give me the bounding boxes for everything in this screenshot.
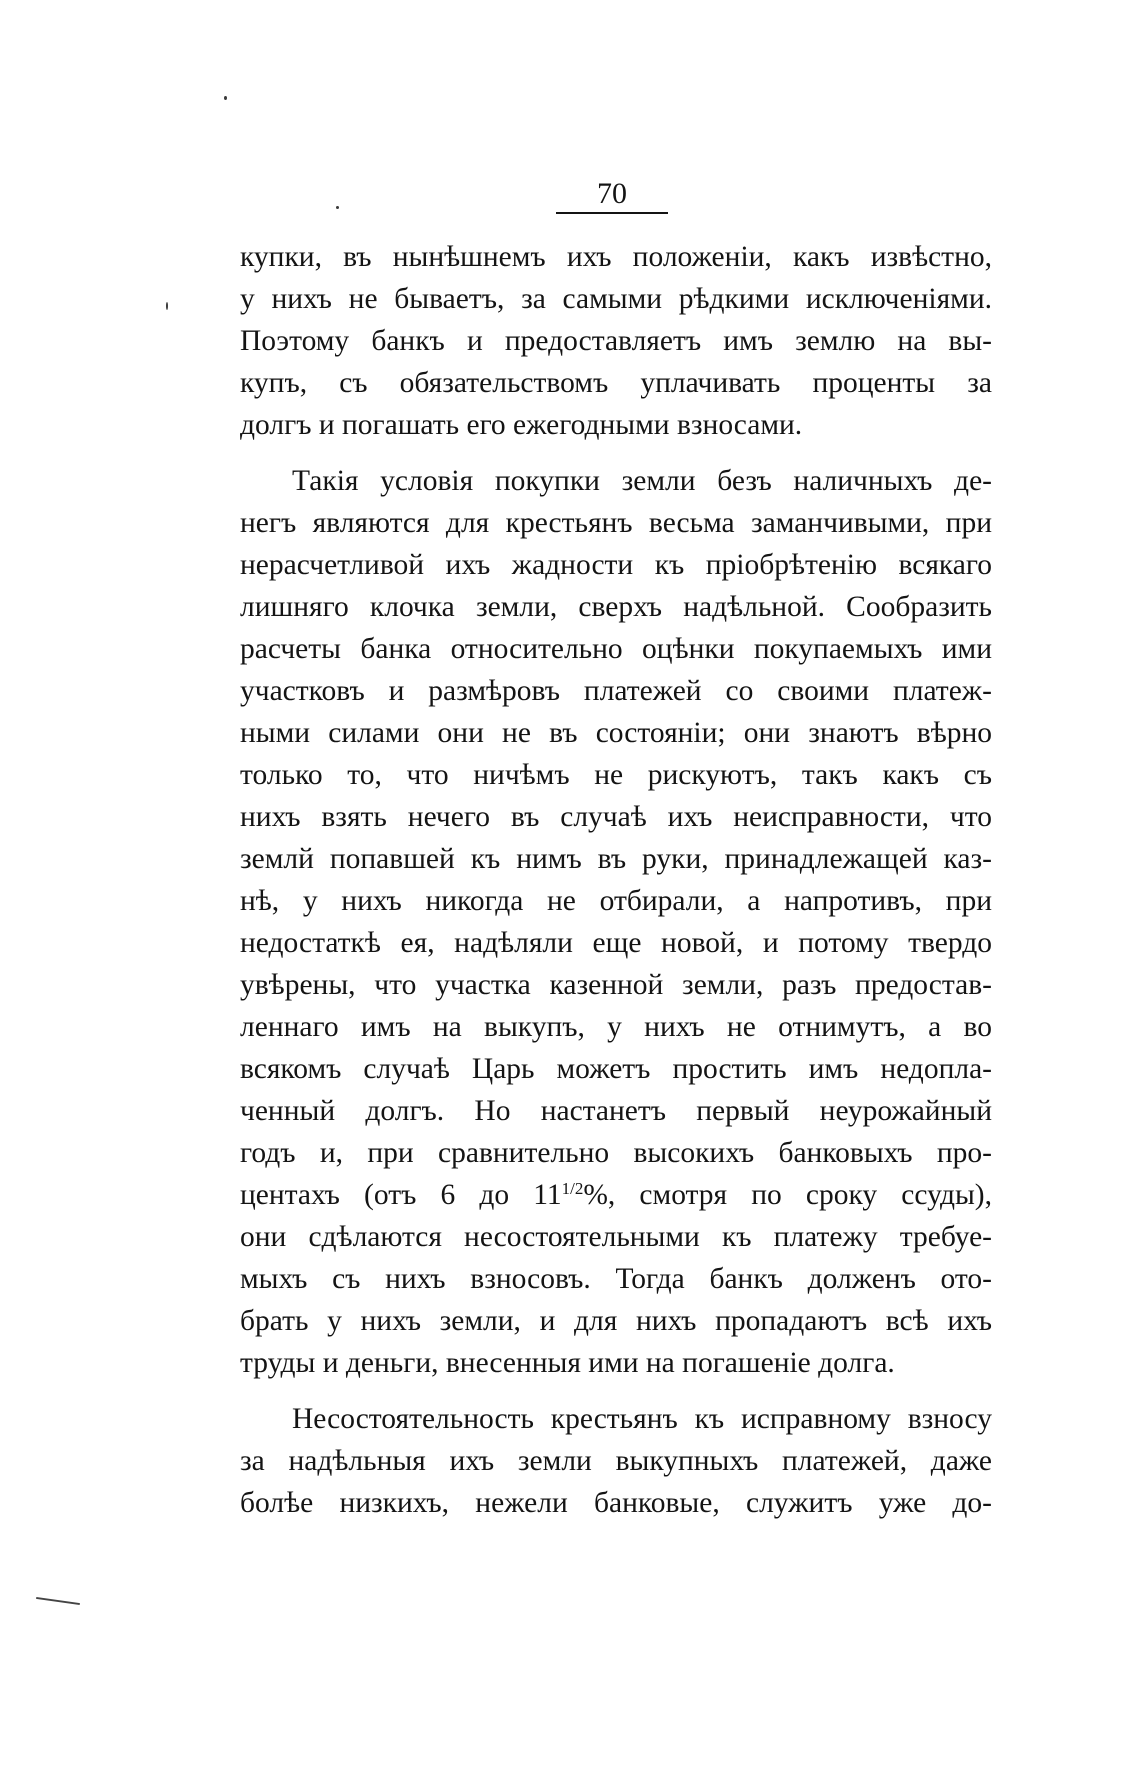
text-line: ченный долгъ. Но настанетъ первый неурожайный	[240, 1095, 992, 1127]
paragraph-gap	[240, 1384, 992, 1398]
text-line: землй попавшей къ нимъ въ руки, принадлежащей каз-	[240, 843, 992, 875]
text-line: за надѣльныя ихъ земли выкупныхъ платежей, даже	[240, 1445, 992, 1477]
text-line: недостаткѣ ея, надѣляли еще новой, и потому твердо	[240, 927, 992, 959]
text-line: нерасчетливой ихъ жадности къ пріобрѣтенію всякаго	[240, 549, 992, 581]
body-text	[240, 236, 992, 1524]
text-line: долгъ и погашать его ежегодными взносами.	[240, 409, 803, 441]
line-part: %, смотря по сроку ссуды),	[583, 1179, 992, 1211]
text-line: они сдѣлаются несостоятельными къ платежу требуе-	[240, 1221, 992, 1253]
fraction-superscript: 1/2	[561, 1179, 584, 1198]
scan-speck	[224, 96, 227, 100]
text-line: лишняго клочка земли, сверхъ надѣльной. Сообразить	[240, 591, 992, 623]
text-line: нихъ взять нечего въ случаѣ ихъ неисправности, что	[240, 801, 992, 833]
text-line: ными силами они не въ состояніи; они знаютъ вѣрно	[240, 717, 992, 749]
text-line: участковъ и размѣровъ платежей со своими платеж-	[240, 675, 992, 707]
text-line: нѣ, у нихъ никогда не отбирали, а напротивъ, при	[240, 885, 992, 917]
text-line-with-fraction	[240, 1174, 992, 1216]
line-part: центахъ (отъ 6 до 11	[240, 1179, 562, 1211]
scan-mark	[36, 1597, 80, 1605]
text-line: Несостоятельность крестьянъ къ исправному взносу	[292, 1403, 992, 1435]
text-line: всякомъ случаѣ Царь можетъ простить имъ недопла-	[240, 1053, 992, 1085]
paragraph-gap	[240, 446, 992, 460]
text-line: расчеты банка относительно оцѣнки покупаемыхъ ими	[240, 633, 992, 665]
text-line: болѣе низкихъ, нежели банковые, служитъ уже до-	[240, 1487, 992, 1519]
text-line: труды и деньги, внесенныя ими на погашеніе долга.	[240, 1347, 895, 1379]
text-line: Поэтому банкъ и предоставляетъ имъ землю на вы-	[240, 325, 992, 357]
text-line: увѣрены, что участка казенной земли, разъ предостав-	[240, 969, 992, 1001]
text-line: леннаго имъ на выкупъ, у нихъ не отнимутъ, а во	[240, 1011, 992, 1043]
text-line: годъ и, при сравнительно высокихъ банковыхъ про-	[240, 1137, 992, 1169]
text-line: купки, въ нынѣшнемъ ихъ положеніи, какъ извѣстно,	[240, 241, 992, 273]
page-number: 70	[556, 176, 668, 214]
scan-speck	[336, 206, 339, 209]
text-line: у нихъ не бываетъ, за самыми рѣдкими исключеніями.	[240, 283, 992, 315]
scan-speck	[166, 302, 168, 310]
text-line: только то, что ничѣмъ не рискуютъ, такъ какъ съ	[240, 759, 992, 791]
text-line: купъ, съ обязательствомъ уплачивать проценты за	[240, 367, 992, 399]
text-line: негъ являются для крестьянъ весьма заманчивыми, при	[240, 507, 992, 539]
text-line: Такія условія покупки земли безъ наличныхъ де-	[292, 465, 992, 497]
text-line: мыхъ съ нихъ взносовъ. Тогда банкъ долженъ ото-	[240, 1263, 992, 1295]
text-line: брать у нихъ земли, и для нихъ пропадаютъ всѣ ихъ	[240, 1305, 992, 1337]
